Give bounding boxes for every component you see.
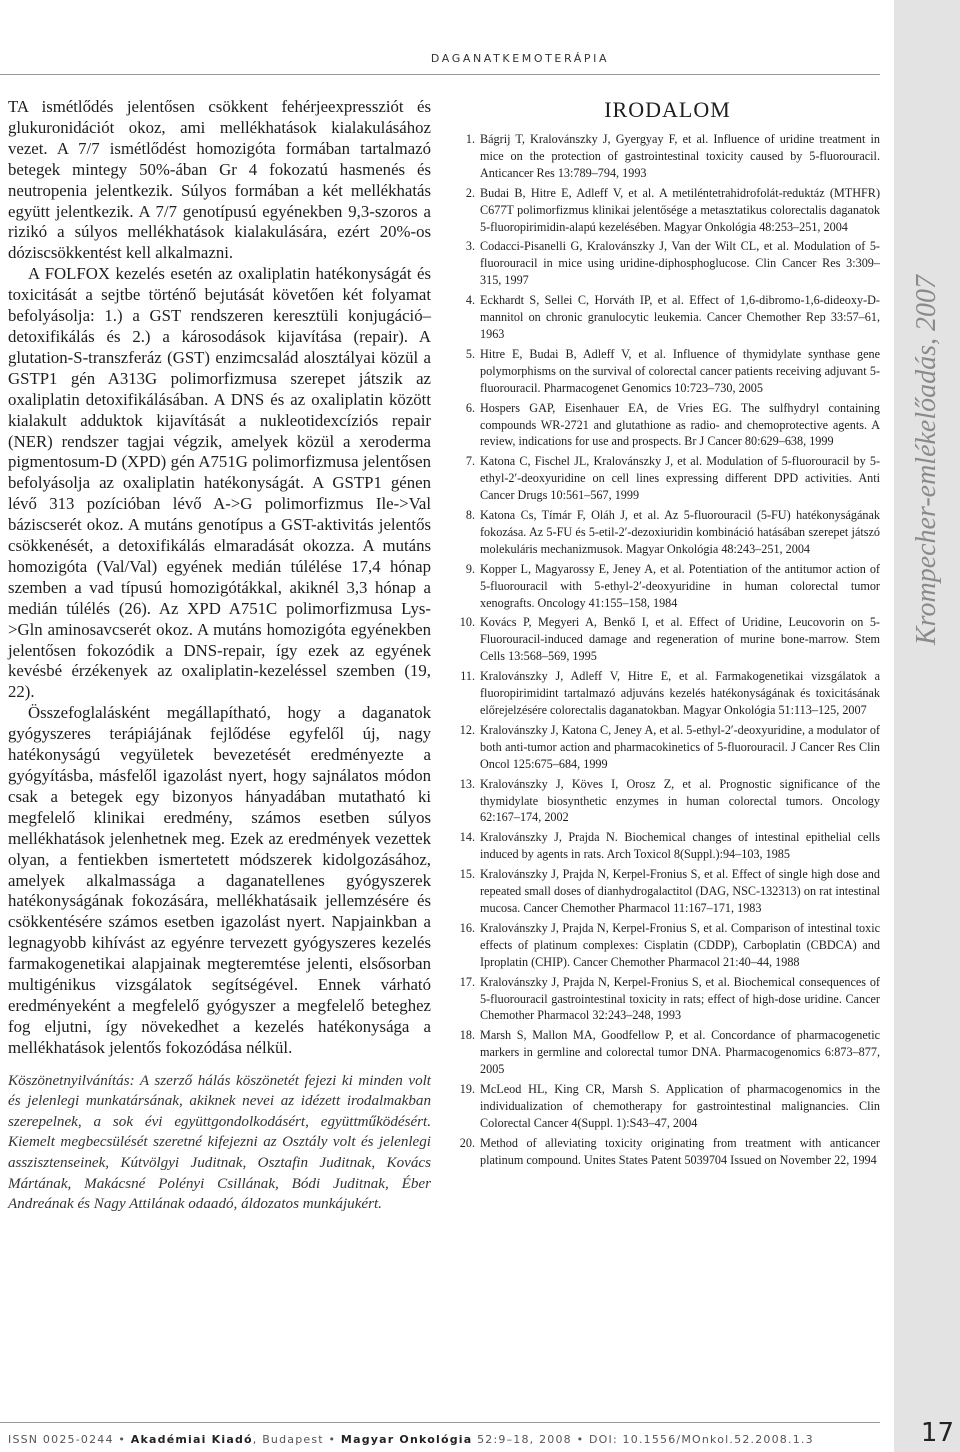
reference-item — [455, 561, 880, 612]
reference-item — [455, 614, 880, 665]
reference-text: Marsh S, Mallon MA, Goodfellow P, et al. Concordance of pharmacogenetic markers in germline and colorectal tumor DNA. Pharmacogenomics 6:873–877, 2005 — [480, 1028, 880, 1077]
reference-number: 14. — [459, 830, 475, 845]
references-heading: IRODALOM — [604, 97, 731, 122]
reference-item — [455, 1135, 880, 1169]
reference-number: 18. — [459, 1028, 475, 1043]
footer-issn: ISSN 0025-0244 — [8, 1433, 114, 1446]
reference-item — [455, 1027, 880, 1078]
reference-item — [455, 974, 880, 1025]
references-section — [455, 97, 880, 1172]
reference-item — [455, 400, 880, 451]
reference-text: Budai B, Hitre E, Adleff V, et al. A metiléntetrahidrofolát-reduktáz (MTHFR) C677T polimorfizmus klinikai jelentősége a metasztatikus colorectalis daganatok 5-fluoropirimidin-alapú kezelésében. Magyar Onkológia 48:253–251, 2004 — [480, 185, 880, 234]
sidebar-title — [894, 0, 960, 1452]
reference-text: Kralovánszky J, Köves I, Orosz Z, et al. Prognostic significance of the thymidylate biosynthetic enzymes in human colorectal tumors. Oncology 62:167–174, 2002 — [480, 776, 880, 825]
reference-number: 8. — [465, 508, 475, 523]
footer-bullet: • — [118, 1433, 131, 1446]
reference-item — [455, 185, 880, 236]
reference-item — [455, 131, 880, 182]
reference-item — [455, 507, 880, 558]
page-number: 17 — [920, 1418, 954, 1448]
footer-volume: 52:9–18, 2008 — [477, 1433, 572, 1446]
reference-number: 3. — [465, 239, 475, 254]
reference-item — [455, 238, 880, 289]
reference-text: Kralovánszky J, Katona C, Jeney A, et al. 5-ethyl-2′-deoxyuridine, a modulator of both anti-tumor action and pharmacokinetics of 5-fluorouracil. J Cancer Res Clin Oncol 125:675–684, 1999 — [480, 722, 880, 771]
reference-item — [455, 829, 880, 863]
reference-number: 13. — [459, 776, 475, 791]
page-header — [0, 47, 880, 77]
footer-city: , Budapest — [252, 1433, 324, 1446]
reference-number: 15. — [459, 867, 475, 882]
article-body — [8, 97, 431, 1215]
page-footer — [0, 1422, 960, 1452]
reference-number: 2. — [465, 185, 475, 200]
reference-text: Kovács P, Megyeri A, Benkő I, et al. Effect of Uridine, Leucovorin on 5-Fluorouracil-induced damage and regeneration of murine bone-marrow. Stem Cells 13:568–569, 1995 — [480, 615, 880, 664]
reference-number: 5. — [465, 346, 475, 361]
reference-text: Katona C, Fischel JL, Kralovánszky J, et al. Modulation of 5-fluorouracil by 5-ethyl-2′-deoxyuridine on cell lines expressing different DPD activities. Anti Cancer Drugs 10:561–567, 1999 — [480, 454, 880, 503]
footer-bullet: • — [328, 1433, 341, 1446]
reference-item — [455, 776, 880, 827]
reference-text: Kralovánszky J, Prajda N, Kerpel-Fronius S, et al. Effect of single high dose and repeated small doses of dianhydrogalactitol (DAG, NSC-132313) on rat intestinal mucosa. Cancer Chemother Pharmacol 11:167–171, 1983 — [480, 867, 880, 915]
body-paragraph: A FOLFOX kezelés esetén az oxaliplatin hatékonyságát és toxicitását a sejtbe történő bejutását követően két folyamat befolyásolja: 1.) a GST rendszeren keresztüli konjugáció–detoxifikálás és 2.) a károsodások kijavítása (repair). A glutation-S-transzferáz (GST) enzimcsalád alosztályai közül a GSTP1 gén A313G polimorfizmusa szerepet játszik az oxaliplatin detoxifikálásában. A DNS és az oxaliplatin között kialakult adduktok kijavítását a nukleotidexcíziós repair (NER) rendszer tagjai végzik, amelyek közül a xeroderma pigmentosum-D (XPD) gén A751G polimorfizmusa jelentősen befolyásolja az oxaliplatin hatékonyságát. A GSTP1 génen lévő 313 pozícióban lévő A->G polimorfizmus Ile->Val báziscserét okoz. A mutáns genotípus a GST-aktivitás jelentős csökkenését, a detoxifikálás elmaradását okozza. A mutáns homozigóta (Val/Val) egyének medián túlélése 17,4 hónap szemben a vad típusú homozigótákkal, akiknél 3,3 hónap a medián túlélés (26). Az XPD A751C polimorfizmusa Lys->Gln aminosavcserét okoz. A mutáns homozigóta egyénekben jelentősen fokozódik a DNS-repair, így ezek az egyének kevésbé érzékenyek az oxaliplatin-kezeléssel szemben (19, 22). — [8, 264, 431, 702]
reference-text: Kralovánszky J, Prajda N. Biochemical changes of intestinal epithelial cells induced by agents in rats. Arch Toxicol 8(Suppl.):94–103, 1985 — [480, 830, 880, 862]
header-divider — [0, 74, 880, 75]
sidebar-band — [894, 0, 960, 1452]
footer-publisher: Akadémiai Kiadó — [130, 1433, 253, 1446]
reference-text: Katona Cs, Tímár F, Oláh J, et al. Az 5-fluorouracil (5-FU) hatékonyságának fokozása. Az 5-FU és 5-etil-2′-dezoxiuridin kombináció hatásában szerepet játszó molekuláris mechanizmusok. Magyar Onkológia 48:243–251, 2004 — [480, 508, 880, 556]
reference-number: 6. — [465, 400, 475, 415]
acknowledgement: Köszönetnyilvánítás: A szerző hálás köszönetét fejezi ki minden volt és jelenlegi munkatársának, akiknek nevei az idézett irodalmakban szerepelnek, a sok évi együttgondolkodásért, együttműködésért. Kiemelt megbecsülését szeretné kifejezni az Osztály volt és jelenlegi asszisztenseinek, Kútvölgyi Juditnak, Osztafin Juditnak, Kovács Mártának, Makácsné Polényi Csillának, Bódi Juditnak, Éber Andreának és Nagy Attilának odaadó, áldozatos munkájukért. — [8, 1072, 431, 1213]
reference-number: 9. — [465, 561, 475, 576]
reference-text: Eckhardt S, Sellei C, Horváth IP, et al. Effect of 1,6-dibromo-1,6-dideoxy-D-mannitol on chronic granulocytic leukemia. Cancer Chemother Rep 33:57–61, 1963 — [480, 293, 880, 341]
reference-text: Bágrij T, Kralovánszky J, Gyergyay F, et al. Influence of uridine treatment in mice on the protection of gastrointestinal toxicity caused by 5-fluorouracil. Anticancer Res 13:789–794, 1993 — [480, 132, 880, 180]
reference-number: 16. — [459, 920, 475, 935]
footer-divider — [0, 1422, 880, 1423]
reference-item — [455, 453, 880, 504]
footer-citation-line — [8, 1433, 814, 1446]
footer-bullet: • — [576, 1433, 589, 1446]
reference-number: 12. — [459, 722, 475, 737]
reference-text: Codacci-Pisanelli G, Kralovánszky J, Van der Wilt CL, et al. Modulation of 5-fluorouracil in mice using uridine-diphosphoglucose. Clin Cancer Res 3:309–315, 1997 — [480, 239, 880, 288]
reference-item — [455, 920, 880, 971]
reference-number: 1. — [465, 132, 475, 146]
reference-text: Hospers GAP, Eisenhauer EA, de Vries EG. The sulfhydryl containing compounds WR-2721 and glutathione as radio- and chemoprotective agents. A review, indications for use and prospects. Br J Cancer 80:629–638, 1999 — [480, 400, 880, 449]
reference-text: Method of alleviating toxicity originating from treatment with anticancer platinum compound. Unites States Patent 5039704 Issued on November 22, 1994 — [480, 1135, 880, 1167]
footer-journal: Magyar Onkológia — [340, 1433, 473, 1446]
reference-item — [455, 866, 880, 917]
reference-number: 17. — [459, 974, 475, 989]
reference-text: Hitre E, Budai B, Adleff V, et al. Influence of thymidylate synthase gene polymorphisms on the survival of colorectal cancer patients receiving adjuvant 5-fluorouracil. Pharmacogenet Genomics 10:723–730, 2005 — [480, 346, 880, 395]
reference-list — [455, 131, 880, 1169]
reference-text: McLeod HL, King CR, Marsh S. Application of pharmacogenomics in the individualization of chemotherapy for gastrointestinal malignancies. Clin Colorectal Cancer 4(Suppl. 1):S43–47, 2004 — [480, 1082, 880, 1130]
reference-number: 10. — [459, 615, 475, 630]
footer-doi: DOI: 10.1556/MOnkol.52.2008.1.3 — [588, 1433, 814, 1446]
reference-item — [455, 292, 880, 343]
reference-number: 7. — [465, 454, 475, 469]
body-paragraph: TA ismétlődés jelentősen csökkent fehérjeexpressziót és glukuronidációt okoz, ami mellékhatások kialakulásához vezet. A 7/7 ismétlődést homozigóta formában tartalmazó betegek mintegy 50%-ában Gr 4 fokozatú hasmenés és neutropenia jelentkezik. Súlyos formában a két mellékhatás együtt jelentkezik. A 7/7 genotípusú egyénekben 9,3-szoros a rizikó a súlyos mellékhatások kialakulására, ezért 20%-os dóziscsökkentést kell alkalmazni. — [8, 97, 431, 263]
reference-item — [455, 722, 880, 773]
reference-text: Kopper L, Magyarossy E, Jeney A, et al. Potentiation of the antitumor action of 5-fluorouracil with 5-ethyl-2′-deoxyuridine in human colorectal tumor xenografts. Oncology 41:155–158, 1984 — [480, 561, 880, 610]
reference-text: Kralovánszky J, Prajda N, Kerpel-Fronius S, et al. Biochemical consequences of 5-fluorouracil gastrointestinal toxicity in rats; effect of high-dose uridine. Cancer Chemother Pharmacol 32:243–248, 1993 — [480, 974, 880, 1023]
body-paragraph: Összefoglalásként megállapítható, hogy a daganatok gyógyszeres terápiájának fejlődése egyfelől új, nagy hatékonyságú vegyületek bevezetését eredményezte a gyógyításba, másfelől igazolást nyert, hogy sajnálatos módon csak a betegek egy bizonyos hányadában mutatható ki megfelelő klinikai eredmény, számos esetben súlyos mellékhatások jelenhetnek meg. Ezek az eredmények vezettek olyan, a fentiekben ismertetett módszerek kidolgozásához, amelyek alkalmassága a daganatellenes gyógyszerek hatékonyságának fokozására, mellékhatásaik jellemzésére és csökkentésére számos esetben igazolást nyert. Napjainkban a legnagyobb kihívást az egyénre tervezett gyógyszeres kezelés farmakogenetikai alapjainak megteremtése jelenti, elsősorban multigénikus vizsgálatok segítségével. Ennek várható eredményeként a megfelelő gyógyszer a megfelelő beteghez fog eljutni, így növekedhet a kezelés hatékonysága a mellékhatások jelentős fokozódása nélkül. — [8, 703, 431, 1057]
reference-number: 19. — [459, 1082, 475, 1097]
reference-item — [455, 346, 880, 397]
reference-text: Kralovánszky J, Adleff V, Hitre E, et al. Farmakogenetikai vizsgálatok a fluoropirimidint tartalmazó adjuváns kezelés hatékonyságának és toxicitásának előrejelzésére colorectalis daganatokban. Magyar Onkológia 51:113–125, 2007 — [480, 669, 880, 717]
reference-number: 20. — [459, 1135, 475, 1150]
sidebar-title-text: Krompecher-emlékelőadás, 2007 — [911, 274, 942, 646]
section-label: DAGANATKEMOTERÁPIA — [430, 52, 610, 65]
reference-item — [455, 668, 880, 719]
reference-text: Kralovánszky J, Prajda N, Kerpel-Fronius S, et al. Comparison of intestinal toxic effects of platinum complexes: Cisplatin (CDDP), Carboplatin (CBDCA) and Iproplatin (CHIP). Cancer Chemother Pharmacol 21:40–44, 1988 — [480, 920, 880, 969]
reference-item — [455, 1081, 880, 1132]
reference-number: 11. — [460, 669, 475, 684]
reference-number: 4. — [465, 293, 475, 308]
